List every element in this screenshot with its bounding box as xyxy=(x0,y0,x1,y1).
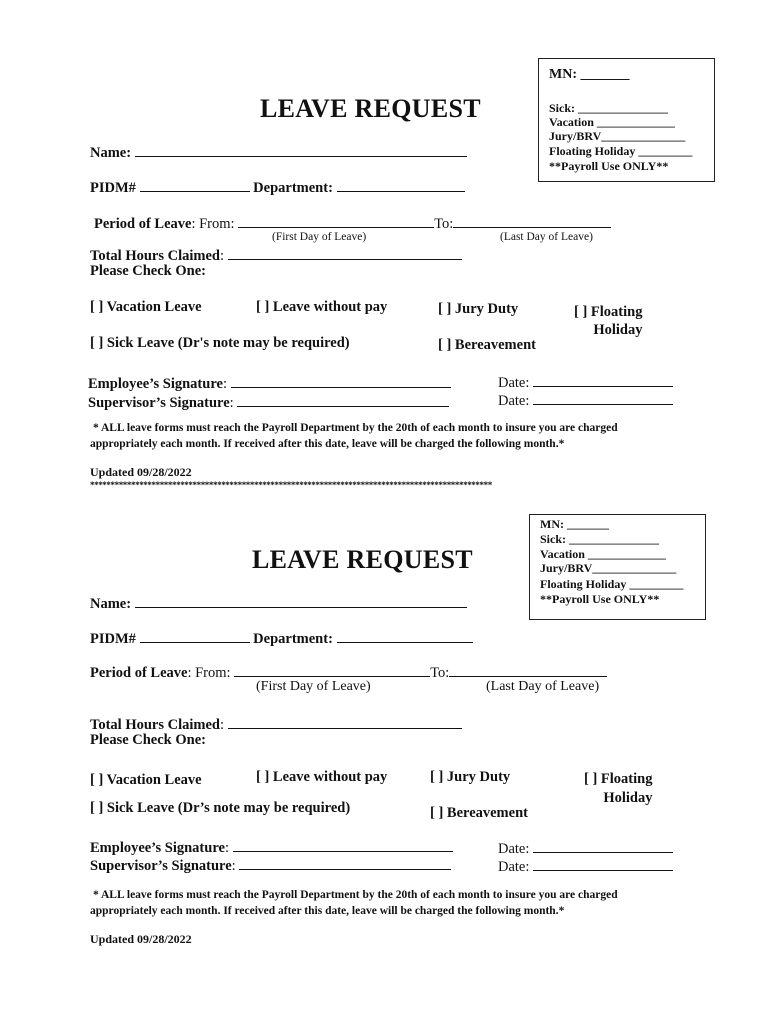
note-line-1: * ALL leave forms must reach the Payroll Department by the 20th of each month to insure you are charged xyxy=(93,422,618,434)
name-field[interactable] xyxy=(90,142,467,162)
updated-date: Updated 09/28/2022 xyxy=(90,932,192,946)
option-jury[interactable]: [ ] Jury Duty xyxy=(438,301,519,317)
date-label: Date: xyxy=(498,393,530,409)
payroll-use-only: **Payroll Use ONLY** xyxy=(549,159,669,173)
department-label: Department: xyxy=(253,631,333,647)
payroll-sick: Sick: _______________ xyxy=(540,532,660,546)
payroll-floating: Floating Holiday _________ xyxy=(549,144,693,158)
floating-label-2: Holiday xyxy=(603,790,653,806)
from-field[interactable] xyxy=(234,662,430,677)
payroll-use-only: **Payroll Use ONLY** xyxy=(540,592,660,606)
to-field[interactable] xyxy=(453,213,611,228)
option-without-pay[interactable]: [ ] Leave without pay xyxy=(256,769,388,785)
pidm-field[interactable] xyxy=(140,628,250,643)
deadline-note xyxy=(90,887,618,919)
department-field[interactable] xyxy=(337,628,473,643)
floating-label-1: [ ] Floating xyxy=(574,304,643,320)
payroll-floating: Floating Holiday _________ xyxy=(540,577,684,591)
note-line-2: appropriately each month. If received after this date, leave will be charged the following month.* xyxy=(90,438,565,450)
name-label: Name: xyxy=(90,145,132,161)
payroll-mn: MN: _______ xyxy=(549,67,630,82)
period-label: Period of Leave xyxy=(90,665,188,681)
total-hours-label: Total Hours Claimed xyxy=(90,248,220,264)
first-day-hint: (First Day of Leave) xyxy=(272,231,367,243)
from-label: : From: xyxy=(191,216,235,232)
payroll-jury: Jury/BRV______________ xyxy=(540,561,677,575)
payroll-vacation: Vacation _____________ xyxy=(549,115,675,129)
date-label: Date: xyxy=(498,375,530,391)
option-without-pay[interactable]: [ ] Leave without pay xyxy=(256,299,388,315)
employee-signature-field[interactable]: Employee’s Signature: xyxy=(88,373,451,393)
date-label: Date: xyxy=(498,841,530,857)
check-one-label: Please Check One: xyxy=(90,263,206,279)
option-floating[interactable] xyxy=(574,303,642,339)
pidm-label: PIDM# xyxy=(90,631,136,647)
option-vacation[interactable]: [ ] Vacation Leave xyxy=(90,299,202,315)
supervisor-date-field[interactable] xyxy=(498,390,673,410)
option-bereavement[interactable]: [ ] Bereavement xyxy=(438,337,536,353)
to-label: To: xyxy=(430,665,450,681)
page-title: LEAVE REQUEST xyxy=(260,94,481,123)
employee-date-field[interactable] xyxy=(498,838,673,858)
employee-signature-label: Employee’s Signature xyxy=(90,840,225,856)
to-label: To: xyxy=(434,216,454,232)
supervisor-date-field[interactable] xyxy=(498,856,673,876)
page-title: LEAVE REQUEST xyxy=(252,545,473,574)
department-label: Department: xyxy=(253,180,333,196)
note-line-1: * ALL leave forms must reach the Payroll Department by the 20th of each month to insure you are charged xyxy=(93,889,618,901)
payroll-mn: MN: _______ xyxy=(540,517,609,531)
option-bereavement[interactable]: [ ] Bereavement xyxy=(430,805,528,821)
payroll-jury: Jury/BRV______________ xyxy=(549,129,686,143)
total-hours-field[interactable]: Total Hours Claimed: xyxy=(90,245,462,265)
total-hours-field[interactable]: Total Hours Claimed: xyxy=(90,714,462,734)
employee-date-field[interactable] xyxy=(498,372,673,392)
payroll-sick: Sick: _______________ xyxy=(549,101,669,115)
supervisor-signature-field[interactable]: Supervisor’s Signature: xyxy=(88,392,449,412)
to-field[interactable] xyxy=(449,662,607,677)
period-row xyxy=(94,213,611,233)
total-hours-label: Total Hours Claimed xyxy=(90,717,220,733)
name-label: Name: xyxy=(90,596,132,612)
name-field[interactable] xyxy=(90,593,467,613)
pidm-row xyxy=(90,628,473,648)
supervisor-signature-label: Supervisor’s Signature xyxy=(88,395,230,411)
supervisor-signature-label: Supervisor’s Signature xyxy=(90,858,232,874)
floating-label-1: [ ] Floating xyxy=(584,771,653,787)
pidm-field[interactable] xyxy=(140,177,250,192)
last-day-hint: (Last Day of Leave) xyxy=(486,679,600,694)
deadline-note xyxy=(90,420,618,452)
from-field[interactable] xyxy=(238,213,434,228)
separator-line: ************************************************************************************************** xyxy=(90,480,492,490)
check-one-label: Please Check One: xyxy=(90,732,206,748)
updated-date: Updated 09/28/2022 xyxy=(90,465,192,479)
option-sick[interactable]: [ ] Sick Leave (Dr's note may be required) xyxy=(90,335,350,351)
payroll-box xyxy=(529,514,706,620)
department-field[interactable] xyxy=(337,177,465,192)
date-label: Date: xyxy=(498,859,530,875)
floating-label-2: Holiday xyxy=(593,322,643,338)
option-jury[interactable]: [ ] Jury Duty xyxy=(430,769,511,785)
option-sick[interactable]: [ ] Sick Leave (Dr’s note may be required) xyxy=(90,800,351,816)
pidm-label: PIDM# xyxy=(90,180,136,196)
employee-signature-field[interactable]: Employee’s Signature: xyxy=(90,837,453,857)
payroll-box xyxy=(538,58,715,182)
option-vacation[interactable]: [ ] Vacation Leave xyxy=(90,772,202,788)
last-day-hint: (Last Day of Leave) xyxy=(500,231,593,243)
supervisor-signature-field[interactable]: Supervisor’s Signature: xyxy=(90,855,451,875)
employee-signature-label: Employee’s Signature xyxy=(88,376,223,392)
payroll-vacation: Vacation _____________ xyxy=(540,547,666,561)
pidm-row xyxy=(90,177,465,197)
period-label: Period of Leave xyxy=(94,216,192,232)
first-day-hint: (First Day of Leave) xyxy=(256,679,371,694)
note-line-2: appropriately each month. If received after this date, leave will be charged the following month.* xyxy=(90,905,565,917)
option-floating[interactable] xyxy=(584,770,652,808)
from-label: : From: xyxy=(187,665,231,681)
